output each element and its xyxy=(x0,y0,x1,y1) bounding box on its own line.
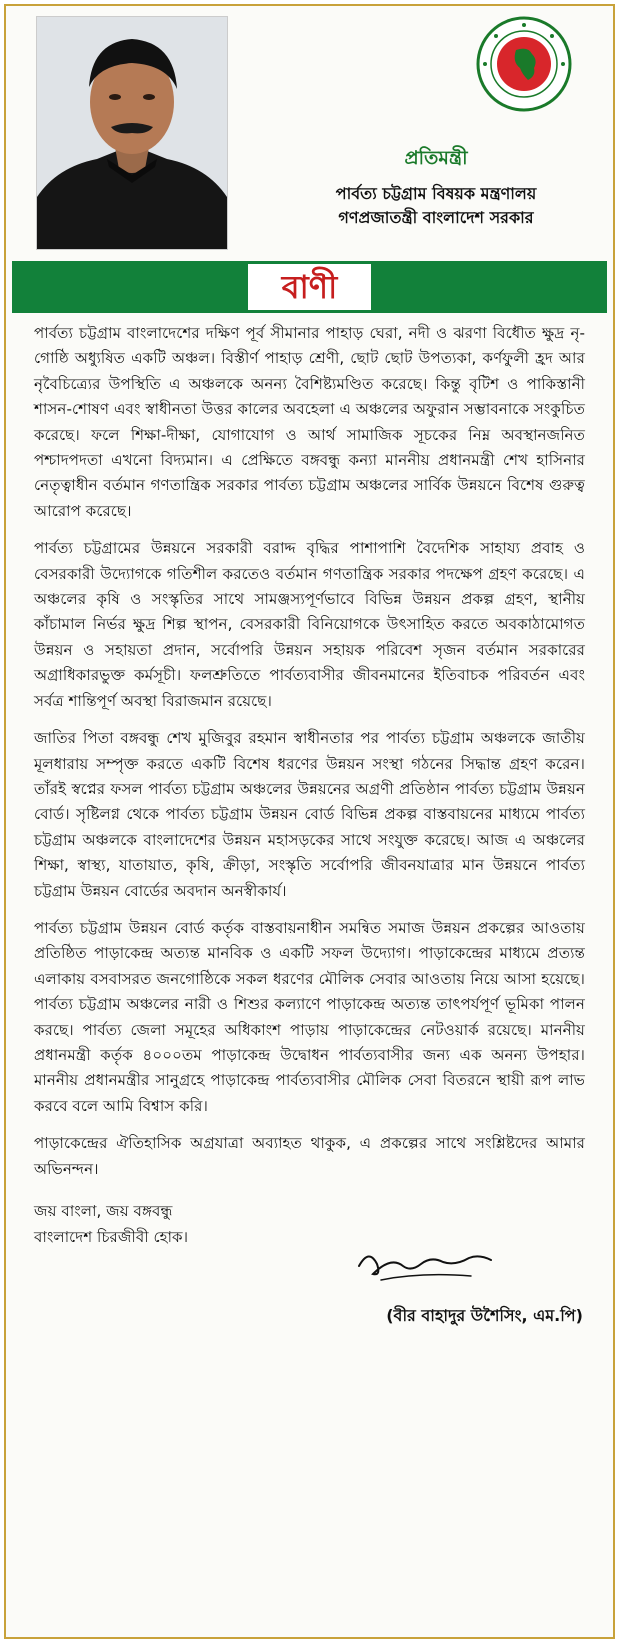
message-banner xyxy=(12,261,607,313)
paragraph: পার্বত্য চট্টগ্রাম উন্নয়ন বোর্ড কর্তৃক বাস্তবায়নাধীন সমন্বিত সমাজ উন্নয়ন প্রকল্পের আওতায় প্রতিষ্ঠিত পাড়াকেন্দ্র অত্যন্ত মানবিক ও একটি সফল উদ্যোগ। পাড়াকেন্দ্রের মাধ্যমে প্রত্যন্ত এলাকায় বসবাসরত জনগোষ্ঠিকে সকল ধরণের মৌলিক সেবার আওতায় নিয়ে আসা হয়েছে। পার্বত্য চট্টগ্রাম অঞ্চলের নারী ও শিশুর কল্যাণে পাড়াকেন্দ্র অত্যন্ত তাৎপর্যপূর্ণ ভূমিকা পালন করছে। পার্বত্য জেলা সমূহের অধিকাংশ পাড়ায় পাড়াকেন্দ্রের নেটওয়ার্ক রয়েছে। মাননীয় প্রধানমন্ত্রী কর্তৃক ৪০০০তম পাড়াকেন্দ্র উদ্বোধন পার্বত্যবাসীর জন্য এক অনন্য উপহার। মাননীয় প্রধানমন্ত্রীর সানুগ্রহে পাড়াকেন্দ্র পার্বত্যবাসীর মৌলিক সেবা বিতরনে স্থায়ী রূপ লাভ করবে বলে আমি বিশ্বাস করি। xyxy=(34,918,585,1115)
paragraph: পার্বত্য চট্টগ্রাম বাংলাদেশের দক্ষিণ পূর্ব সীমানার পাহাড় ঘেরা, নদী ও ঝরণা বিধৌত ক্ষুদ্র নৃ-গোষ্ঠি অধ্যুষিত একটি অঞ্চল। বিস্তীর্ণ পাহাড় শ্রেণী, ছোট ছোট উপত্যকা, কর্ণফুলী হ্রদ আর নৃবৈচিত্র্যের উপস্থিতি এ অঞ্চলকে অনন্য বৈশিষ্ট্যমণ্ডিত করেছে। কিন্তু বৃটিশ ও পাকিস্তানী শাসন-শোষণ এবং স্বাধীনতা উত্তর কালের অবহেলা এ অঞ্চলের অফুরান সম্ভাবনাকে সংকুচিত করেছে। ফলে শিক্ষা-দীক্ষা, যোগাযোগ ও আর্থ সামাজিক সূচকের নিম্ন অবস্থানজনিত পশ্চাদপদতা এখনো বিদ্যমান। এ প্রেক্ষিতে বঙ্গবন্ধু কন্যা মাননীয় প্রধানমন্ত্রী শেখ হাসিনার নেতৃত্বাধীন বর্তমান গণতান্ত্রিক সরকার পার্বত্য চট্টগ্রাম অঞ্চলের সার্বিক উন্নয়নে বিশেষ গুরুত্ব আরোপ করেছে। xyxy=(34,324,585,520)
paragraph: পার্বত্য চট্টগ্রামের উন্নয়নে সরকারী বরাদ্দ বৃদ্ধির পাশাপাশি বৈদেশিক সাহায্য প্রবাহ ও বেসরকারী উদ্যোগকে গতিশীল করতেও বর্তমান গণতান্ত্রিক সরকার পদক্ষেপ গ্রহণ করেছে। এ অঞ্চলের কৃষি ও সংস্কৃতির সাথে সামঞ্জস্যপূর্ণভাবে বিভিন্ন উন্নয়ন প্রকল্প গ্রহণ, স্থানীয় কাঁচামাল নির্ভর ক্ষুদ্র শিল্প স্থাপন, বেসরকারী বিনিয়োগকে উৎসাহিত করতে অবকাঠামোগত উন্নয়ন ও সহায়তা প্রদান, সর্বোপরি উন্নয়ন সহায়ক পরিবেশ সৃজন বর্তমান সরকারের অগ্রাধিকারভুক্ত কর্মসূচী। ফলশ্রুতিতে পার্বত্যবাসীর জীবনমানের ইতিবাচক পরিবর্তন এবং সর্বত্র শান্তিপূর্ণ অবস্থা বিরাজমান রয়েছে। xyxy=(34,539,585,710)
government-seal-icon xyxy=(476,16,572,112)
paragraph: পাড়াকেন্দ্রের ঐতিহাসিক অগ্রযাত্রা অব্যাহত থাকুক, এ প্রকল্পের সাথে সংশ্লিষ্টদের আমার অভিনন্দন। xyxy=(34,1134,585,1178)
closing-line: বাংলাদেশ চিরজীবী হোক। xyxy=(34,1228,189,1246)
signer-name: (বীর বাহাদুর উশৈসিং, এম.পি) xyxy=(386,1306,583,1325)
minister-portrait xyxy=(36,16,228,250)
paragraph: জাতির পিতা বঙ্গবন্ধু শেখ মুজিবুর রহমান স্বাধীনতার পর পার্বত্য চট্টগ্রাম অঞ্চলকে জাতীয় মূলধারায় সম্পৃক্ত করতে একটি বিশেষ ধরণের উন্নয়ন সংস্থা গঠনের সিদ্ধান্ত গ্রহণ করেন। তাঁরই স্বপ্নের ফসল পার্বত্য চট্টগ্রাম অঞ্চলের উন্নয়নের অগ্রণী প্রতিষ্ঠান পার্বত্য চট্টগ্রাম উন্নয়ন বোর্ড। সৃষ্টিলগ্ন থেকে পার্বত্য চট্টগ্রাম উন্নয়ন বোর্ড বিভিন্ন প্রকল্প বাস্তবায়নের মাধ্যমে পার্বত্য চট্টগ্রাম অঞ্চলকে বাংলাদেশের উন্নয়ন মহাসড়কের সাথে সংযুক্ত করেছে। আজ এ অঞ্চলের শিক্ষা, স্বাস্থ্য, যাতায়াত, কৃষি, ক্রীড়া, সংস্কৃতি সর্বোপরি জীবনযাত্রার মান উন্নয়নে পার্বত্য চট্টগ্রাম উন্নয়ন বোর্ডের অবদান অনস্বীকার্য। xyxy=(34,729,585,900)
designation: প্রতিমন্ত্রী xyxy=(404,147,468,169)
message-body xyxy=(6,313,613,1182)
government-name: গণপ্রজাতন্ত্রী বাংলাদেশ সরকার xyxy=(338,208,534,227)
banner-title: বাণী xyxy=(248,264,372,310)
ministry-name: পার্বত্য চট্টগ্রাম বিষয়ক মন্ত্রণালয় xyxy=(335,184,537,203)
closing-line: জয় বাংলা, জয় বঙ্গবন্ধু xyxy=(34,1202,173,1220)
closing xyxy=(6,1194,613,1348)
header xyxy=(6,6,613,261)
message-page xyxy=(4,4,615,1639)
title-block xyxy=(256,144,616,230)
signature-icon xyxy=(351,1236,501,1292)
